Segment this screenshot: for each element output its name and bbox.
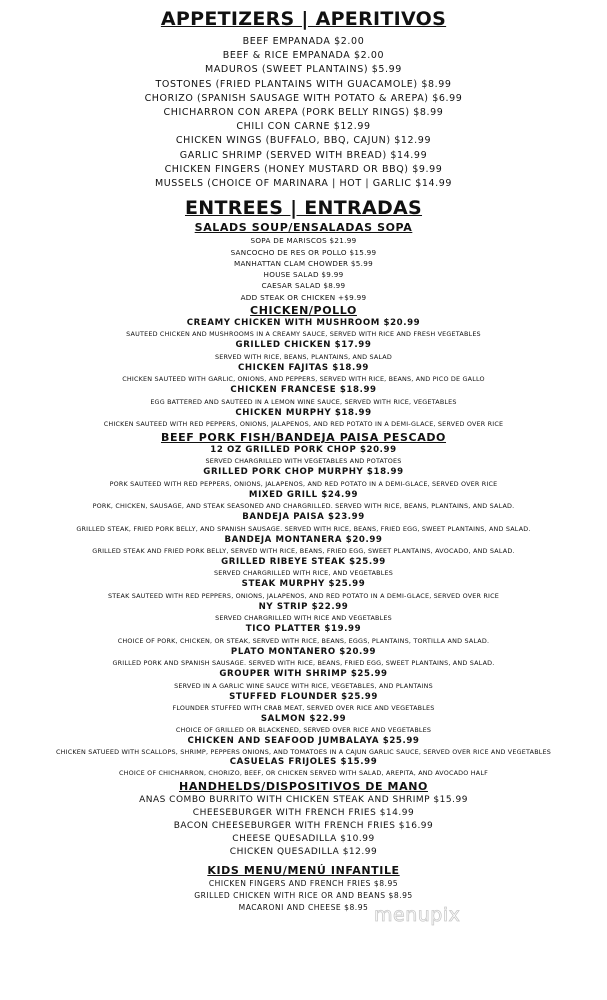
beef-dish-desc: FLOUNDER STUFFED WITH CRAB MEAT, SERVED OVER RICE AND VEGETABLES	[172, 703, 435, 712]
kids-menu-heading: KIDS MENU/MENÚ INFANTILE	[207, 864, 400, 878]
beef-dish-name: NY STRIP $22.99	[258, 601, 349, 612]
handheld-item: CHEESEBURGER WITH FRENCH FRIES $14.99	[192, 808, 415, 819]
beef-dish-name: GRILLED PORK CHOP MURPHY $18.99	[203, 467, 404, 478]
salads-heading: SALADS SOUP/ENSALADAS SOPA	[194, 221, 413, 235]
handhelds-heading: HANDHELDS/DISPOSITIVOS DE MANO	[179, 780, 428, 794]
beef-pork-fish-heading: BEEF PORK FISH/BANDEJA PAISA PESCADO	[160, 431, 447, 445]
chicken-heading: CHICKEN/POLLO	[250, 304, 357, 318]
beef-dish-desc: PORK, CHICKEN, SAUSAGE, AND STEAK SEASONED AND CHARGRILLED. SERVED WITH RICE, BEANS, PLANTAINS, AND SALAD.	[92, 502, 515, 511]
beef-dish-name: SALMON $22.99	[260, 713, 347, 724]
beef-dish-desc: SERVED CHARGRILLED WITH RICE, AND VEGETABLES	[214, 569, 393, 578]
entrees-heading: ENTREES | ENTRADAS	[184, 197, 423, 220]
kids-item: GRILLED CHICKEN WITH RICE OR AND BEANS $8.95	[194, 891, 413, 901]
chicken-dish-name: CHICKEN FRANCESE $18.99	[230, 385, 377, 396]
chicken-dish-name: CHICKEN FAJITAS $18.99	[237, 362, 370, 373]
appetizer-item: CHICKEN FINGERS (HONEY MUSTARD OR BBQ) $9.99	[164, 163, 443, 175]
beef-dish-name: 12 OZ GRILLED PORK CHOP $20.99	[210, 445, 397, 456]
chicken-dish-desc: SERVED WITH RICE, BEANS, PLANTAINS, AND SALAD	[215, 352, 392, 361]
beef-dish-name: CASUELAS FRIJOLES $15.99	[229, 756, 378, 767]
appetizer-item: CHILI CON CARNE $12.99	[236, 121, 371, 133]
beef-dish-name: STUFFED FLOUNDER $25.99	[229, 691, 378, 702]
beef-dish-name: MIXED GRILL $24.99	[248, 489, 359, 500]
beef-dish-name: PLATO MONTANERO $20.99	[230, 646, 377, 657]
salad-item: SOPA DE MARISCOS $21.99	[250, 236, 357, 246]
chicken-dish-desc: EGG BATTERED AND SAUTEED IN A LEMON WINE SAUCE, SERVED WITH RICE, VEGETABLES	[150, 397, 457, 406]
chicken-dish-name: CREAMY CHICKEN WITH MUSHROOM $20.99	[186, 318, 421, 329]
beef-dish-name: GRILLED RIBEYE STEAK $25.99	[221, 557, 386, 568]
menupix-logo	[372, 901, 492, 927]
beef-dish-desc: SERVED CHARGRILLED WITH VEGETABLES AND POTATOES	[205, 457, 402, 466]
chicken-dish-desc: CHICKEN SAUTEED WITH GARLIC, ONIONS, AND PEPPERS, SERVED WITH RICE, BEANS, AND PICO DE GALLO	[122, 375, 485, 384]
appetizer-item: MUSSELS (CHOICE OF MARINARA | HOT | GARLIC $14.99	[154, 178, 453, 190]
beef-dish-desc: STEAK SAUTEED WITH RED PEPPERS, ONIONS, JALAPENOS, AND RED POTATO IN A DEMI-GLACE, SERVED OVER RICE	[107, 591, 500, 600]
kids-item: CHICKEN FINGERS AND FRENCH FRIES $8.95	[208, 879, 399, 889]
watermark-text: menupix	[374, 904, 461, 926]
beef-dish-name: BANDEJA PAISA $23.99	[242, 512, 365, 523]
handheld-item: CHEESE QUESADILLA $10.99	[232, 834, 375, 845]
appetizer-item: BEEF EMPANADA $2.00	[242, 36, 365, 47]
beef-dish-desc: SERVED CHARGRILLED WITH RICE AND VEGETABLES	[215, 614, 392, 623]
appetizer-item: CHORIZO (SPANISH SAUSAGE WITH POTATO & AREPA) $6.99	[144, 92, 463, 104]
menupix-watermark	[372, 901, 492, 927]
chicken-dish-desc: CHICKEN SAUTEED WITH RED PEPPERS, ONIONS, JALAPENOS, AND RED POTATO IN A DEMI-GLACE, SERVED OVER RICE	[103, 420, 504, 429]
menu-page	[0, 8, 607, 914]
appetizer-item: CHICKEN WINGS (BUFFALO, BBQ, CAJUN) $12.99	[175, 135, 432, 147]
beef-dish-desc: CHICKEN SATUEED WITH SCALLOPS, SHRIMP, PEPPERS ONIONS, AND TOMATOES IN A CAJUN GARLIC SAUCE, SERVED OVER RICE AND VEGETABLES	[55, 747, 552, 756]
beef-dish-name: STEAK MURPHY $25.99	[241, 579, 366, 590]
appetizer-item: GARLIC SHRIMP (SERVED WITH BREAD) $14.99	[179, 149, 428, 161]
chicken-dish-name: CHICKEN MURPHY $18.99	[235, 407, 372, 418]
salad-item: HOUSE SALAD $9.99	[263, 270, 344, 280]
salad-item: CAESAR SALAD $8.99	[261, 281, 346, 291]
appetizers-heading: APPETIZERS | APERITIVOS	[160, 8, 447, 30]
handheld-item: ANAS COMBO BURRITO WITH CHICKEN STEAK AND SHRIMP $15.99	[139, 795, 468, 806]
beef-dish-desc: GRILLED STEAK AND FRIED PORK BELLY, SERVED WITH RICE, BEANS, FRIED EGG, SWEET PLANTAINS, AVOCADO, AND SALAD.	[92, 547, 515, 556]
appetizer-item: TOSTONES (FRIED PLANTAINS WITH GUACAMOLE) $8.99	[155, 78, 452, 90]
beef-dish-desc: CHOICE OF GRILLED OR BLACKENED, SERVED OVER RICE AND VEGETABLES	[175, 726, 432, 735]
salad-addon: ADD STEAK OR CHICKEN +$9.99	[240, 292, 367, 302]
appetizer-item: MADUROS (SWEET PLANTAINS) $5.99	[205, 64, 402, 76]
beef-dish-desc: PORK SAUTEED WITH RED PEPPERS, ONIONS, JALAPENOS, AND RED POTATO IN A DEMI-GLACE, SERVED OVER RICE	[109, 479, 498, 488]
salad-item: MANHATTAN CLAM CHOWDER $5.99	[233, 258, 374, 268]
beef-dish-desc: SERVED IN A GARLIC WINE SAUCE WITH RICE, VEGETABLES, AND PLANTAINS	[174, 681, 433, 690]
chicken-dish-name: GRILLED CHICKEN $17.99	[235, 340, 372, 351]
handheld-item: CHICKEN QUESADILLA $12.99	[229, 847, 378, 858]
appetizer-item: CHICHARRON CON AREPA (PORK BELLY RINGS) $8.99	[163, 107, 444, 119]
kids-item: MACARONI AND CHEESE $8.95	[238, 903, 369, 913]
beef-dish-desc: CHOICE OF PORK, CHICKEN, OR STEAK, SERVED WITH RICE, BEANS, EGGS, PLANTAINS, TORTILLA AND SALAD.	[117, 636, 490, 645]
beef-dish-name: BANDEJA MONTANERA $20.99	[224, 534, 383, 545]
beef-dish-name: GROUPER WITH SHRIMP $25.99	[219, 669, 388, 680]
beef-dish-name: TICO PLATTER $19.99	[245, 624, 362, 635]
beef-dish-name: CHICKEN AND SEAFOOD JUMBALAYA $25.99	[187, 736, 420, 747]
beef-dish-desc: GRILLED STEAK, FRIED PORK BELLY, AND SPANISH SAUSAGE. SERVED WITH RICE, BEANS, FRIED EGG, SWEET PLANTAINS, AND SALAD.	[76, 524, 531, 533]
appetizer-item: BEEF & RICE EMPANADA $2.00	[222, 50, 385, 62]
chicken-dish-desc: SAUTEED CHICKEN AND MUSHROOMS IN A CREAMY SAUCE, SERVED WITH RICE AND FRESH VEGETABLES	[126, 330, 481, 339]
handheld-item: BACON CHEESEBURGER WITH FRENCH FRIES $16.99	[173, 821, 434, 832]
salad-item: SANCOCHO DE RES OR POLLO $15.99	[230, 247, 377, 257]
beef-dish-desc: GRILLED PORK AND SPANISH SAUSAGE. SERVED WITH RICE, BEANS, FRIED EGG, SWEET PLANTAINS, AND SALAD.	[112, 659, 495, 668]
beef-dish-desc: CHOICE OF CHICHARRON, CHORIZO, BEEF, OR CHICKEN SERVED WITH SALAD, AREPITA, AND AVOCADO HALF	[119, 769, 488, 778]
